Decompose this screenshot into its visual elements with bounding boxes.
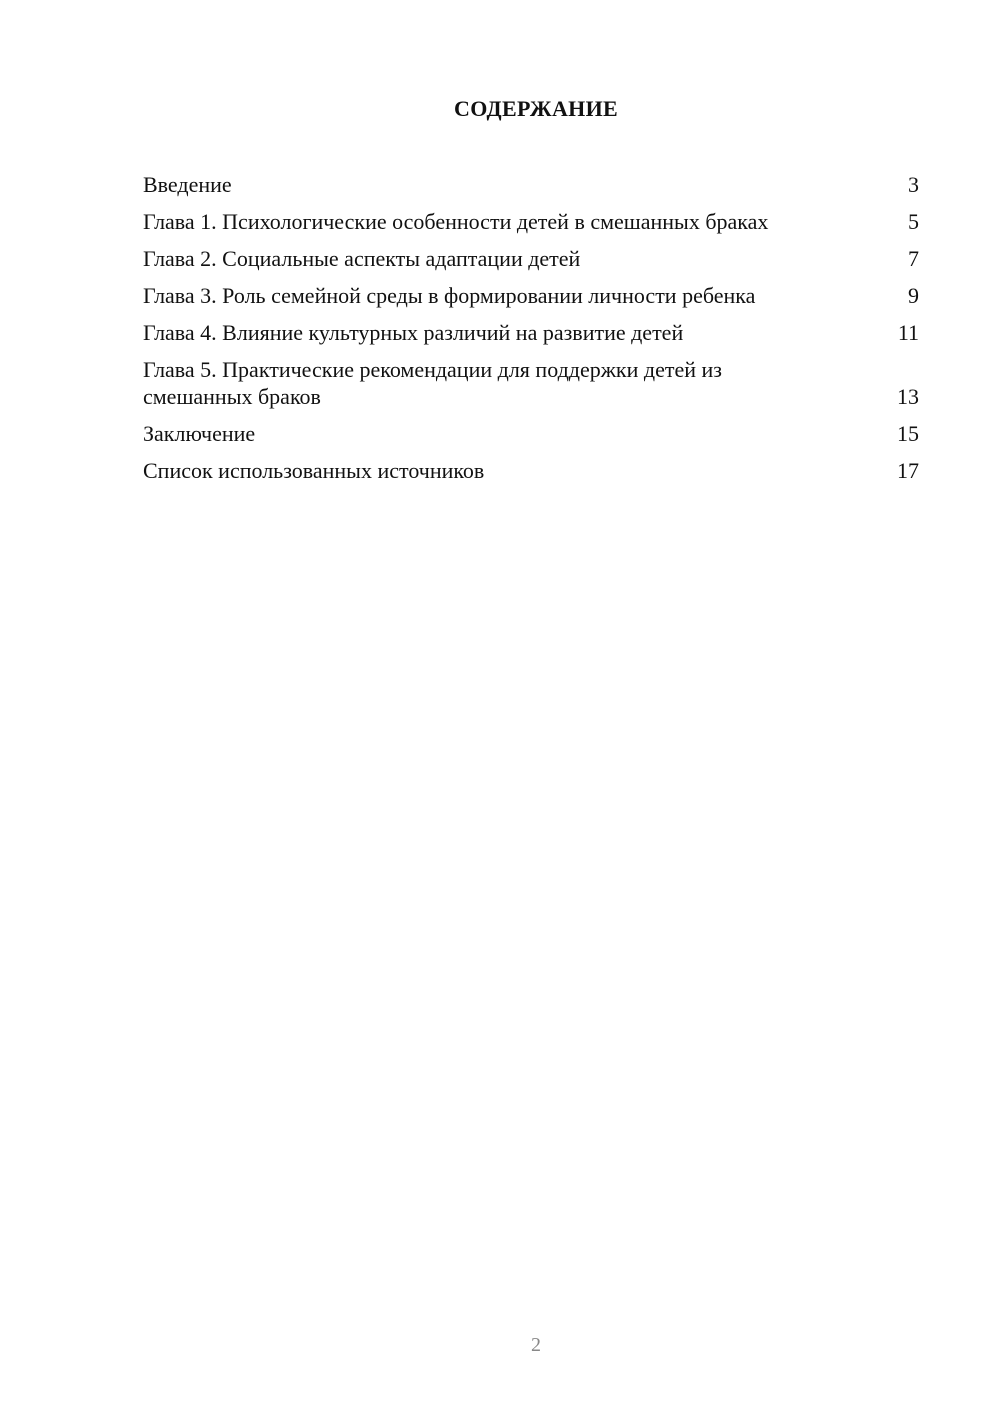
toc-item-title: Введение <box>143 172 232 197</box>
toc-item-introduction <box>143 171 919 198</box>
toc-item-page: 5 <box>908 209 919 234</box>
table-of-contents <box>143 171 919 494</box>
page-number: 2 <box>531 1334 541 1356</box>
toc-item-page: 17 <box>897 458 919 483</box>
toc-item-page: 7 <box>908 246 919 271</box>
toc-item-chapter-1 <box>143 208 919 235</box>
toc-item-title: Глава 1. Психологические особенности детей в смешанных браках <box>143 209 769 234</box>
toc-item-chapter-4 <box>143 319 919 346</box>
toc-item-page: 11 <box>897 320 919 345</box>
toc-item-title: Заключение <box>143 421 256 446</box>
toc-item-chapter-5 <box>143 356 919 410</box>
toc-item-conclusion <box>143 420 919 447</box>
toc-item-page: 15 <box>897 421 919 446</box>
toc-item-title: Глава 4. Влияние культурных различий на развитие детей <box>143 320 684 345</box>
toc-item-references <box>143 457 919 484</box>
page-title: СОДЕРЖАНИЕ <box>454 96 618 121</box>
toc-item-title: Глава 5. Практические рекомендации для поддержки детей из смешанных браков <box>143 357 722 409</box>
toc-item-title: Глава 3. Роль семейной среды в формировании личности ребенка <box>143 283 756 308</box>
toc-item-chapter-2 <box>143 245 919 272</box>
toc-item-page: 3 <box>908 172 919 197</box>
toc-item-chapter-3 <box>143 282 919 309</box>
toc-item-page: 13 <box>897 384 919 409</box>
toc-item-title: Глава 2. Социальные аспекты адаптации детей <box>143 246 581 271</box>
toc-item-page: 9 <box>908 283 919 308</box>
toc-item-title: Список использованных источников <box>143 458 485 483</box>
